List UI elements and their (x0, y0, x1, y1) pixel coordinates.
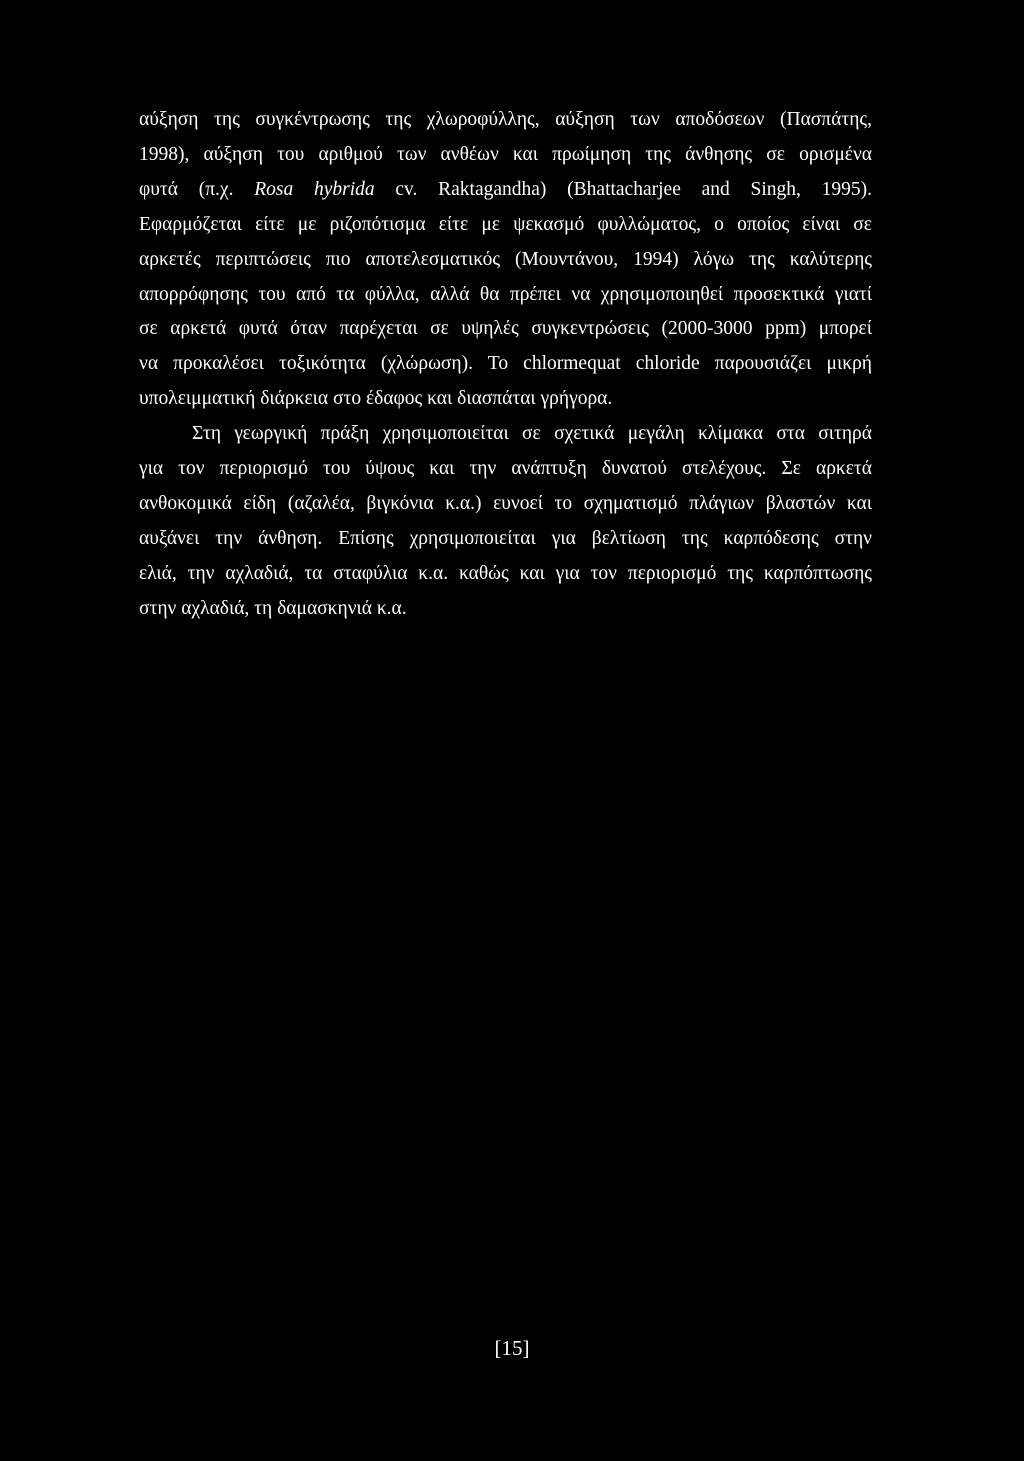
text-line: υπολειμματική διάρκεια στο έδαφος και διασπάται γρήγορα. (139, 388, 613, 410)
text-line: αρκετές περιπτώσεις πιο αποτελεσματικός (Μουντάνου, 1994) λόγω της καλύτερης (139, 248, 872, 270)
text-line: απορρόφησης του από τα φύλλα, αλλά θα πρέπει να χρησιμοποιηθεί προσεκτικά γιατί (139, 283, 872, 305)
paragraph-first-line: Στη γεωργική πράξη χρησιμοποιείται σε σχετικά μεγάλη κλίμακα στα σιτηρά (192, 423, 872, 445)
species-name-italic: Rosa hybrida (254, 178, 375, 200)
text-line: αύξηση της συγκέντρωσης της χλωροφύλλης, αύξηση των αποδόσεων (Πασπάτης, (139, 109, 872, 130)
text-line: σε αρκετά φυτά όταν παρέχεται σε υψηλές συγκεντρώσεις (2000-3000 ppm) μπορεί (139, 318, 872, 340)
text-line: να προκαλέσει τοξικότητα (χλώρωση). Το chlormequat chloride παρουσιάζει μικρή (139, 353, 872, 375)
text-line: στην αχλαδιά, τη δαμασκηνιά κ.α. (139, 597, 407, 619)
text-segment: φυτά (π.χ. (139, 178, 255, 200)
text-line: ελιά, την αχλαδιά, τα σταφύλια κ.α. καθώς και για τον περιορισμό της καρπόπτωσης (139, 562, 872, 584)
text-line: 1998), αύξηση του αριθμού των ανθέων και πρωίμηση της άνθησης σε ορισμένα (139, 143, 872, 165)
text-line: για τον περιορισμό του ύψους και την ανάπτυξη δυνατού στελέχους. Σε αρκετά (139, 458, 872, 480)
text-line: αυξάνει την άνθηση. Επίσης χρησιμοποιείται για βελτίωση της καρπόδεσης στην (139, 527, 872, 549)
text-line: Εφαρμόζεται είτε με ριζοπότισμα είτε με ψεκασμό φυλλώματος, ο οποίος είναι σε (139, 213, 872, 235)
text-line: ανθοκομικά είδη (αζαλέα, βιγκόνια κ.α.) ευνοεί το σχηματισμό πλάγιων βλαστών και (139, 492, 872, 514)
body-text (139, 103, 872, 627)
page-number: [15] (494, 1336, 530, 1360)
text-line (139, 173, 872, 208)
text-segment: cv. Raktagandha) (Bhattacharjee and Singh, 1995). (374, 178, 872, 200)
